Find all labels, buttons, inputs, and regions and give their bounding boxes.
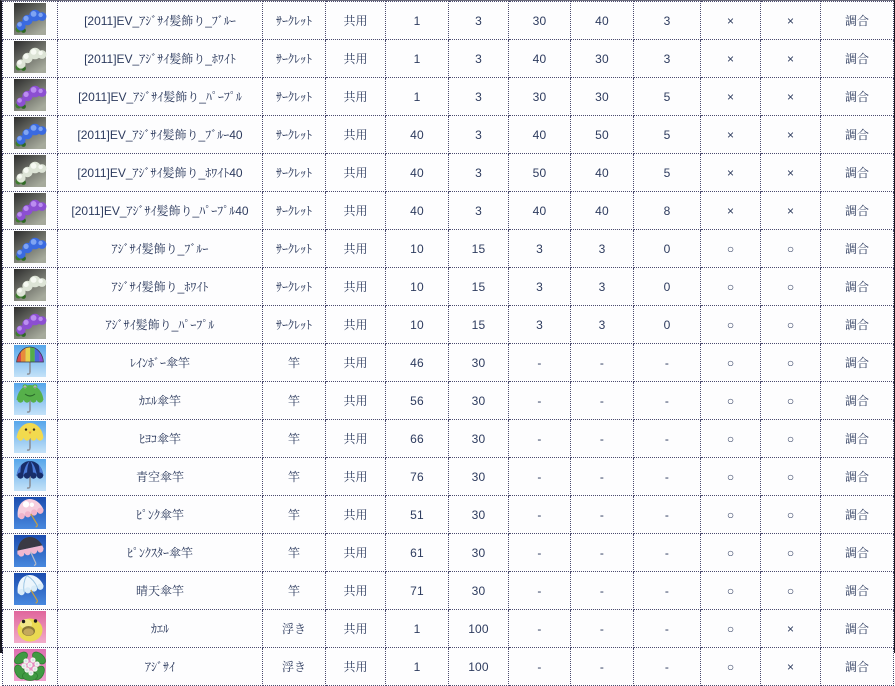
table-row — [3, 306, 894, 344]
value-5: 3 — [634, 40, 701, 78]
value-5: - — [634, 610, 701, 648]
value-2: 30 — [449, 572, 509, 610]
value-1: 10 — [386, 268, 449, 306]
category: 浮き — [263, 610, 326, 648]
value-2: 3 — [449, 78, 509, 116]
category: 竿 — [263, 458, 326, 496]
category: ｻｰｸﾚｯﾄ — [263, 230, 326, 268]
value-4: 50 — [571, 116, 634, 154]
mark-1: ○ — [701, 648, 761, 686]
table-row — [3, 344, 894, 382]
mark-2: ○ — [761, 534, 821, 572]
value-2: 100 — [449, 610, 509, 648]
table-row — [3, 648, 894, 686]
hydrangea-blue-icon — [14, 231, 46, 263]
action-link[interactable]: 調合 — [821, 192, 894, 230]
item-icon-cell — [3, 268, 58, 306]
item-name: ｱｼﾞｻｲ髪飾り_ﾊﾟｰﾌﾟﾙ — [58, 306, 263, 344]
mark-2: × — [761, 40, 821, 78]
mark-2: × — [761, 154, 821, 192]
mark-2: ○ — [761, 458, 821, 496]
shared-flag: 共用 — [326, 534, 386, 572]
mark-1: ○ — [701, 344, 761, 382]
value-2: 3 — [449, 154, 509, 192]
shared-flag: 共用 — [326, 344, 386, 382]
value-5: 8 — [634, 192, 701, 230]
action-link[interactable]: 調合 — [821, 496, 894, 534]
mark-2: × — [761, 2, 821, 40]
shared-flag: 共用 — [326, 572, 386, 610]
value-1: 46 — [386, 344, 449, 382]
table-row — [3, 268, 894, 306]
item-icon-cell — [3, 154, 58, 192]
value-2: 3 — [449, 40, 509, 78]
value-3: 3 — [509, 268, 571, 306]
value-4: 3 — [571, 230, 634, 268]
table-row — [3, 154, 894, 192]
action-link[interactable]: 調合 — [821, 610, 894, 648]
value-3: 40 — [509, 40, 571, 78]
item-name: [2011]EV_ｱｼﾞｻｲ髪飾り_ﾎﾜｲﾄ — [58, 40, 263, 78]
item-name: 青空傘竿 — [58, 458, 263, 496]
shared-flag: 共用 — [326, 382, 386, 420]
table-row — [3, 2, 894, 40]
value-4: - — [571, 344, 634, 382]
category: ｻｰｸﾚｯﾄ — [263, 268, 326, 306]
value-3: 40 — [509, 116, 571, 154]
value-4: - — [571, 382, 634, 420]
shared-flag: 共用 — [326, 268, 386, 306]
value-3: 3 — [509, 230, 571, 268]
action-link[interactable]: 調合 — [821, 154, 894, 192]
table-row — [3, 496, 894, 534]
value-2: 15 — [449, 268, 509, 306]
item-name: ｱｼﾞｻｲ — [58, 648, 263, 686]
action-link[interactable]: 調合 — [821, 458, 894, 496]
hydrangea-float-icon — [14, 649, 46, 681]
table-row — [3, 40, 894, 78]
mark-1: × — [701, 78, 761, 116]
value-3: - — [509, 648, 571, 686]
category: 竿 — [263, 534, 326, 572]
item-icon-cell — [3, 496, 58, 534]
item-icon-cell — [3, 344, 58, 382]
hydrangea-blue-icon — [14, 117, 46, 149]
hydrangea-purple-icon — [14, 307, 46, 339]
value-3: - — [509, 344, 571, 382]
value-1: 1 — [386, 40, 449, 78]
category: 竿 — [263, 344, 326, 382]
action-link[interactable]: 調合 — [821, 268, 894, 306]
item-name: 晴天傘竿 — [58, 572, 263, 610]
table-row — [3, 382, 894, 420]
value-4: 40 — [571, 2, 634, 40]
item-icon-cell — [3, 648, 58, 686]
action-link[interactable]: 調合 — [821, 116, 894, 154]
mark-1: ○ — [701, 458, 761, 496]
item-table — [2, 1, 894, 686]
value-4: - — [571, 496, 634, 534]
value-4: 3 — [571, 268, 634, 306]
value-2: 30 — [449, 344, 509, 382]
value-2: 30 — [449, 534, 509, 572]
value-2: 30 — [449, 420, 509, 458]
category: ｻｰｸﾚｯﾄ — [263, 306, 326, 344]
value-1: 61 — [386, 534, 449, 572]
value-1: 1 — [386, 648, 449, 686]
item-name: ｱｼﾞｻｲ髪飾り_ﾎﾜｲﾄ — [58, 268, 263, 306]
category: ｻｰｸﾚｯﾄ — [263, 192, 326, 230]
table-row — [3, 192, 894, 230]
mark-2: × — [761, 116, 821, 154]
item-name: ｱｼﾞｻｲ髪飾り_ﾌﾞﾙｰ — [58, 230, 263, 268]
mark-1: ○ — [701, 268, 761, 306]
category: ｻｰｸﾚｯﾄ — [263, 116, 326, 154]
shared-flag: 共用 — [326, 192, 386, 230]
value-5: - — [634, 534, 701, 572]
mark-1: ○ — [701, 420, 761, 458]
table-row — [3, 78, 894, 116]
item-name: [2011]EV_ｱｼﾞｻｲ髪飾り_ﾌﾞﾙｰ40 — [58, 116, 263, 154]
mark-2: ○ — [761, 420, 821, 458]
mark-1: × — [701, 40, 761, 78]
value-5: 5 — [634, 116, 701, 154]
item-name: ﾋﾖｺ傘竿 — [58, 420, 263, 458]
value-5: 0 — [634, 306, 701, 344]
item-icon-cell — [3, 40, 58, 78]
value-1: 1 — [386, 2, 449, 40]
item-icon-cell — [3, 2, 58, 40]
hydrangea-blue-icon — [14, 3, 46, 35]
hydrangea-purple-icon — [14, 193, 46, 225]
value-4: - — [571, 458, 634, 496]
item-icon-cell — [3, 192, 58, 230]
action-link[interactable]: 調合 — [821, 306, 894, 344]
shared-flag: 共用 — [326, 230, 386, 268]
value-1: 40 — [386, 116, 449, 154]
action-link[interactable]: 調合 — [821, 420, 894, 458]
shared-flag: 共用 — [326, 306, 386, 344]
value-3: - — [509, 572, 571, 610]
item-name: ｶｴﾙ — [58, 610, 263, 648]
value-2: 30 — [449, 382, 509, 420]
mark-2: ○ — [761, 344, 821, 382]
mark-2: ○ — [761, 572, 821, 610]
item-name: ﾋﾟﾝｸ傘竿 — [58, 496, 263, 534]
value-4: - — [571, 648, 634, 686]
shared-flag: 共用 — [326, 2, 386, 40]
value-2: 3 — [449, 192, 509, 230]
item-icon-cell — [3, 382, 58, 420]
action-link[interactable]: 調合 — [821, 534, 894, 572]
value-5: 3 — [634, 2, 701, 40]
value-5: - — [634, 420, 701, 458]
shared-flag: 共用 — [326, 116, 386, 154]
mark-2: × — [761, 610, 821, 648]
value-4: 40 — [571, 154, 634, 192]
value-3: 50 — [509, 154, 571, 192]
umbrella-pink-icon — [14, 497, 46, 529]
value-4: - — [571, 420, 634, 458]
mark-1: ○ — [701, 382, 761, 420]
value-5: - — [634, 648, 701, 686]
item-icon-cell — [3, 572, 58, 610]
hydrangea-purple-icon — [14, 79, 46, 111]
shared-flag: 共用 — [326, 458, 386, 496]
action-link[interactable]: 調合 — [821, 78, 894, 116]
hydrangea-white-icon — [14, 41, 46, 73]
mark-2: ○ — [761, 382, 821, 420]
value-5: - — [634, 344, 701, 382]
shared-flag: 共用 — [326, 78, 386, 116]
mark-1: ○ — [701, 610, 761, 648]
value-1: 40 — [386, 192, 449, 230]
action-link[interactable]: 調合 — [821, 230, 894, 268]
table-row — [3, 610, 894, 648]
category: ｻｰｸﾚｯﾄ — [263, 154, 326, 192]
table-row — [3, 230, 894, 268]
action-link[interactable]: 調合 — [821, 572, 894, 610]
mark-1: ○ — [701, 534, 761, 572]
value-5: 5 — [634, 78, 701, 116]
value-1: 76 — [386, 458, 449, 496]
category: 竿 — [263, 382, 326, 420]
value-5: - — [634, 496, 701, 534]
mark-1: ○ — [701, 572, 761, 610]
category: 竿 — [263, 572, 326, 610]
value-1: 10 — [386, 306, 449, 344]
item-icon-cell — [3, 610, 58, 648]
value-3: - — [509, 420, 571, 458]
action-link[interactable]: 調合 — [821, 648, 894, 686]
mark-2: × — [761, 78, 821, 116]
category: 浮き — [263, 648, 326, 686]
value-3: - — [509, 496, 571, 534]
item-name: [2011]EV_ｱｼﾞｻｲ髪飾り_ﾌﾞﾙｰ — [58, 2, 263, 40]
table-row — [3, 420, 894, 458]
table-row — [3, 116, 894, 154]
value-5: 0 — [634, 230, 701, 268]
item-icon-cell — [3, 534, 58, 572]
mark-2: ○ — [761, 306, 821, 344]
shared-flag: 共用 — [326, 610, 386, 648]
category: 竿 — [263, 496, 326, 534]
shared-flag: 共用 — [326, 648, 386, 686]
item-icon-cell — [3, 306, 58, 344]
mark-1: × — [701, 192, 761, 230]
value-5: 0 — [634, 268, 701, 306]
value-4: 30 — [571, 78, 634, 116]
value-5: - — [634, 572, 701, 610]
value-2: 100 — [449, 648, 509, 686]
value-4: 30 — [571, 40, 634, 78]
value-5: - — [634, 382, 701, 420]
value-4: - — [571, 610, 634, 648]
item-name: ﾋﾟﾝｸｽﾀｰ傘竿 — [58, 534, 263, 572]
mark-1: × — [701, 154, 761, 192]
action-link[interactable]: 調合 — [821, 2, 894, 40]
action-link[interactable]: 調合 — [821, 40, 894, 78]
value-3: 40 — [509, 192, 571, 230]
value-1: 56 — [386, 382, 449, 420]
value-1: 71 — [386, 572, 449, 610]
value-3: - — [509, 534, 571, 572]
item-icon-cell — [3, 458, 58, 496]
item-name: ｶｴﾙ傘竿 — [58, 382, 263, 420]
umbrella-pinkstar-icon — [14, 535, 46, 567]
umbrella-chick-icon — [14, 421, 46, 453]
mark-2: ○ — [761, 230, 821, 268]
value-2: 3 — [449, 116, 509, 154]
hydrangea-white-icon — [14, 269, 46, 301]
mark-1: ○ — [701, 230, 761, 268]
value-4: 40 — [571, 192, 634, 230]
mark-2: ○ — [761, 268, 821, 306]
table-row — [3, 572, 894, 610]
value-2: 15 — [449, 230, 509, 268]
mark-1: ○ — [701, 306, 761, 344]
item-name: [2011]EV_ｱｼﾞｻｲ髪飾り_ﾊﾟｰﾌﾟﾙ40 — [58, 192, 263, 230]
mark-2: × — [761, 648, 821, 686]
value-2: 15 — [449, 306, 509, 344]
value-1: 1 — [386, 78, 449, 116]
umbrella-rainbow-icon — [14, 345, 46, 377]
item-icon-cell — [3, 116, 58, 154]
umbrella-frog-icon — [14, 383, 46, 415]
shared-flag: 共用 — [326, 496, 386, 534]
value-2: 3 — [449, 2, 509, 40]
value-4: - — [571, 534, 634, 572]
value-1: 40 — [386, 154, 449, 192]
value-3: 3 — [509, 306, 571, 344]
mark-2: ○ — [761, 496, 821, 534]
shared-flag: 共用 — [326, 154, 386, 192]
item-icon-cell — [3, 230, 58, 268]
value-1: 66 — [386, 420, 449, 458]
item-icon-cell — [3, 78, 58, 116]
mark-1: ○ — [701, 496, 761, 534]
umbrella-clearsky-icon — [14, 573, 46, 605]
value-3: - — [509, 610, 571, 648]
value-2: 30 — [449, 458, 509, 496]
mark-1: × — [701, 116, 761, 154]
umbrella-bluesky-icon — [14, 459, 46, 491]
frog-float-icon — [14, 611, 46, 643]
item-name: [2011]EV_ｱｼﾞｻｲ髪飾り_ﾊﾟｰﾌﾟﾙ — [58, 78, 263, 116]
value-4: 3 — [571, 306, 634, 344]
value-3: 30 — [509, 78, 571, 116]
value-1: 10 — [386, 230, 449, 268]
shared-flag: 共用 — [326, 40, 386, 78]
category: ｻｰｸﾚｯﾄ — [263, 78, 326, 116]
hydrangea-white-icon — [14, 155, 46, 187]
mark-2: × — [761, 192, 821, 230]
value-2: 30 — [449, 496, 509, 534]
shared-flag: 共用 — [326, 420, 386, 458]
value-1: 1 — [386, 610, 449, 648]
value-3: 30 — [509, 2, 571, 40]
action-link[interactable]: 調合 — [821, 382, 894, 420]
category: 竿 — [263, 420, 326, 458]
item-name: [2011]EV_ｱｼﾞｻｲ髪飾り_ﾎﾜｲﾄ40 — [58, 154, 263, 192]
value-4: - — [571, 572, 634, 610]
value-3: - — [509, 382, 571, 420]
value-1: 51 — [386, 496, 449, 534]
table-row — [3, 458, 894, 496]
action-link[interactable]: 調合 — [821, 344, 894, 382]
item-icon-cell — [3, 420, 58, 458]
item-name: ﾚｲﾝﾎﾞｰ傘竿 — [58, 344, 263, 382]
category: ｻｰｸﾚｯﾄ — [263, 40, 326, 78]
mark-1: × — [701, 2, 761, 40]
category: ｻｰｸﾚｯﾄ — [263, 2, 326, 40]
value-5: - — [634, 458, 701, 496]
value-3: - — [509, 458, 571, 496]
value-5: 5 — [634, 154, 701, 192]
table-row — [3, 534, 894, 572]
